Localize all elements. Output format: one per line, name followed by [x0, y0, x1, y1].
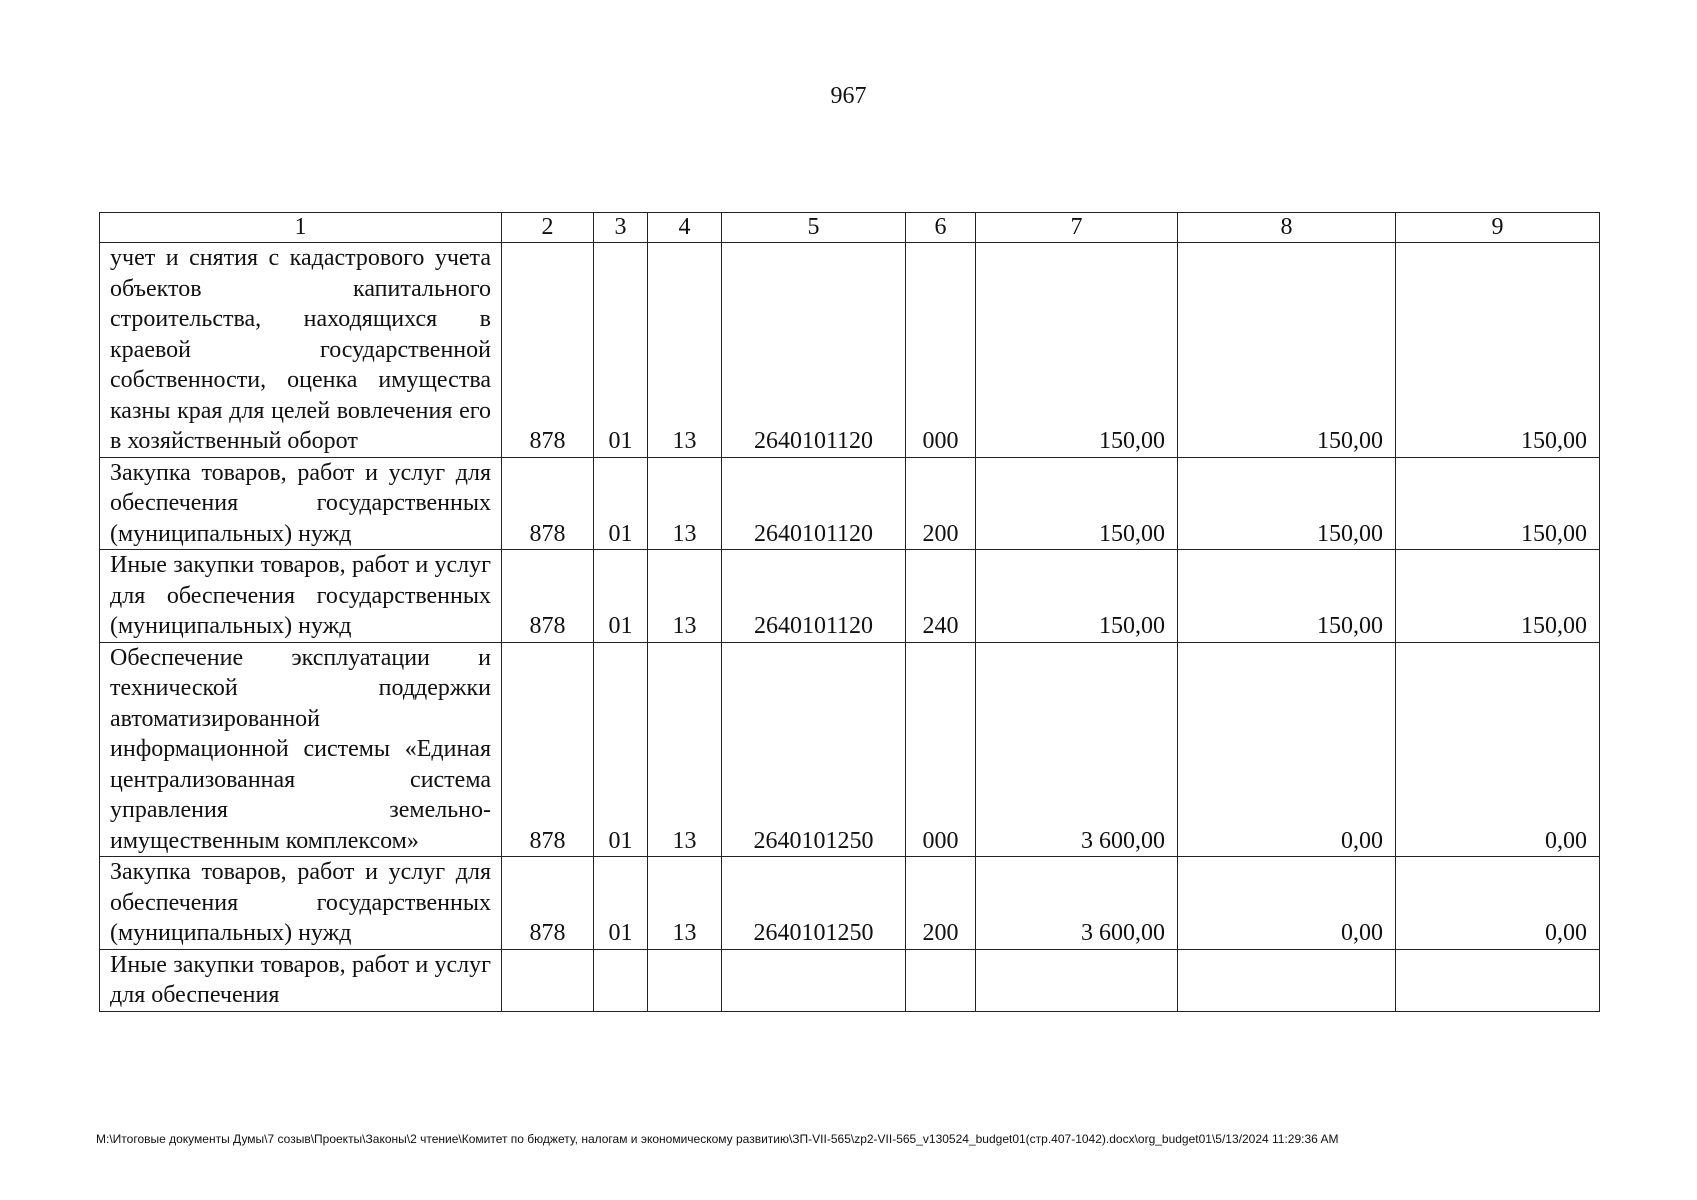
row-description: Закупка товаров, работ и услуг для обеспечения государственных (муниципальных) нужд — [100, 457, 502, 550]
cell-col4: 13 — [648, 550, 722, 643]
cell-col7: 150,00 — [976, 243, 1178, 458]
table-row — [100, 457, 1600, 550]
cell-col6: 240 — [906, 550, 976, 643]
column-header-9: 9 — [1396, 213, 1600, 243]
cell-col5: 2640101120 — [722, 550, 906, 643]
cell-col2: 878 — [502, 857, 594, 950]
cell-col5: 2640101120 — [722, 243, 906, 458]
cell-col2: 878 — [502, 457, 594, 550]
table-row — [100, 949, 1600, 1011]
column-header-3: 3 — [594, 213, 648, 243]
cell-col6: 000 — [906, 243, 976, 458]
cell-col7: 150,00 — [976, 550, 1178, 643]
cell-col9: 0,00 — [1396, 642, 1600, 857]
cell-col5: 2640101120 — [722, 457, 906, 550]
cell-col8: 150,00 — [1178, 550, 1396, 643]
cell-col3: 01 — [594, 457, 648, 550]
table-row — [100, 550, 1600, 643]
row-description: Закупка товаров, работ и услуг для обеспечения государственных (муниципальных) нужд — [100, 857, 502, 950]
cell-col6: 200 — [906, 857, 976, 950]
table-row — [100, 243, 1600, 458]
cell-col5 — [722, 949, 906, 1011]
cell-col3: 01 — [594, 243, 648, 458]
cell-col7: 3 600,00 — [976, 857, 1178, 950]
row-description: Обеспечение эксплуатации и технической поддержки автоматизированной информационной системы «Единая централизованная система управления земельно-имущественным комплексом» — [100, 642, 502, 857]
cell-col3: 01 — [594, 857, 648, 950]
cell-col2: 878 — [502, 243, 594, 458]
cell-col3: 01 — [594, 642, 648, 857]
cell-col9 — [1396, 949, 1600, 1011]
column-header-4: 4 — [648, 213, 722, 243]
table-header — [100, 213, 1600, 243]
cell-col8: 0,00 — [1178, 642, 1396, 857]
row-description: Иные закупки товаров, работ и услуг для обеспечения — [100, 949, 502, 1011]
cell-col4: 13 — [648, 642, 722, 857]
cell-col5: 2640101250 — [722, 642, 906, 857]
row-description: учет и снятия с кадастрового учета объектов капитального строительства, находящихся в краевой государственной собственности, оценка имущества казны края для целей вовлечения его в хозяйственный оборот — [100, 243, 502, 458]
cell-col2 — [502, 949, 594, 1011]
cell-col2: 878 — [502, 642, 594, 857]
cell-col7: 3 600,00 — [976, 642, 1178, 857]
cell-col9: 150,00 — [1396, 457, 1600, 550]
document-file-path: M:\Итоговые документы Думы\7 созыв\Проекты\Законы\2 чтение\Комитет по бюджету, налогам и экономическому развитию\ЗП-VII-565\zp2-VII-565_v130524_budget01(стр.407-1042).docx\org_budget01\5/13/2024 11:29:36 AM — [96, 1132, 1339, 1146]
cell-col4 — [648, 949, 722, 1011]
cell-col4: 13 — [648, 857, 722, 950]
column-header-8: 8 — [1178, 213, 1396, 243]
cell-col9: 150,00 — [1396, 243, 1600, 458]
cell-col5: 2640101250 — [722, 857, 906, 950]
cell-col8: 150,00 — [1178, 243, 1396, 458]
cell-col2: 878 — [502, 550, 594, 643]
cell-col7 — [976, 949, 1178, 1011]
cell-col8: 0,00 — [1178, 857, 1396, 950]
column-header-5: 5 — [722, 213, 906, 243]
budget-table — [99, 212, 1600, 1012]
cell-col8 — [1178, 949, 1396, 1011]
row-description: Иные закупки товаров, работ и услуг для обеспечения государственных (муниципальных) нужд — [100, 550, 502, 643]
cell-col6 — [906, 949, 976, 1011]
table-row — [100, 857, 1600, 950]
column-header-6: 6 — [906, 213, 976, 243]
cell-col6: 200 — [906, 457, 976, 550]
column-header-2: 2 — [502, 213, 594, 243]
cell-col9: 150,00 — [1396, 550, 1600, 643]
cell-col6: 000 — [906, 642, 976, 857]
column-header-7: 7 — [976, 213, 1178, 243]
cell-col3: 01 — [594, 550, 648, 643]
header-row — [100, 213, 1600, 243]
cell-col8: 150,00 — [1178, 457, 1396, 550]
table-row — [100, 642, 1600, 857]
page-number: 967 — [830, 83, 867, 109]
cell-col9: 0,00 — [1396, 857, 1600, 950]
cell-col4: 13 — [648, 457, 722, 550]
cell-col3 — [594, 949, 648, 1011]
column-header-1: 1 — [100, 213, 502, 243]
table-body — [100, 243, 1600, 1012]
cell-col4: 13 — [648, 243, 722, 458]
cell-col7: 150,00 — [976, 457, 1178, 550]
